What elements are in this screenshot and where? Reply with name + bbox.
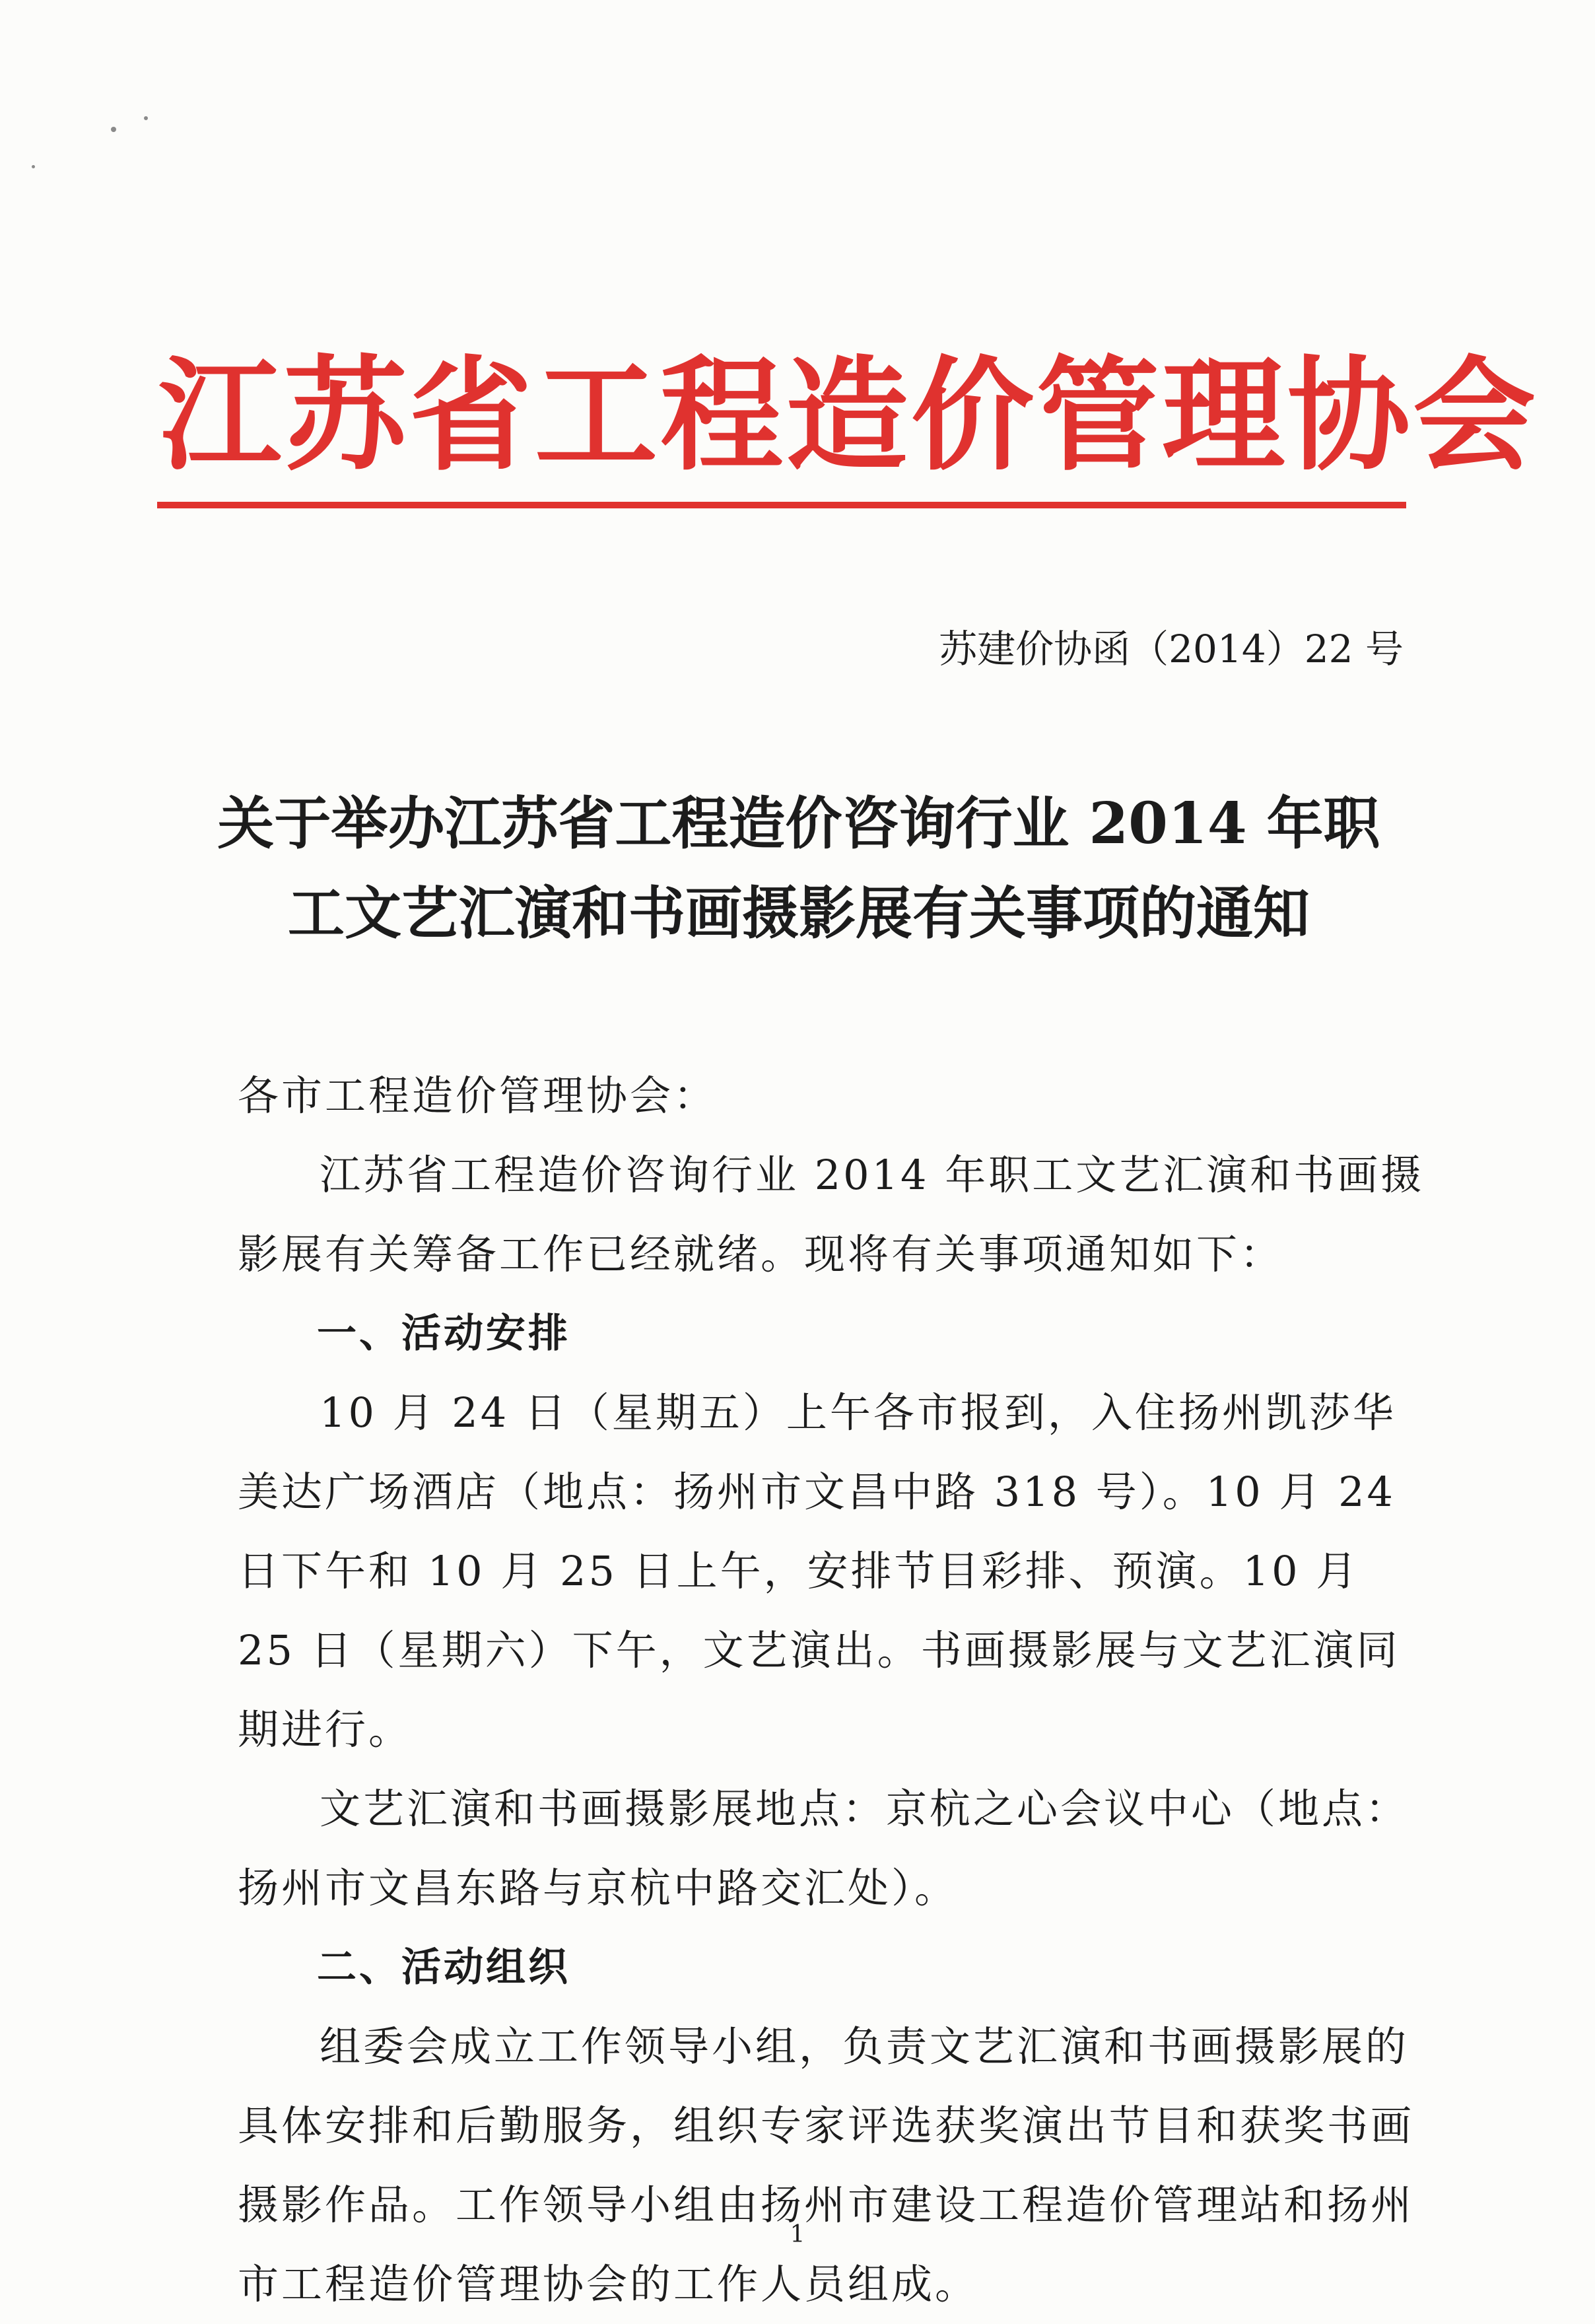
intro-paragraph: 江苏省工程造价咨询行业 2014 年职工文艺汇演和书画摄影展有关筹备工作已经就绪。现将有关事项通知如下： (238, 1151, 1425, 1278)
scan-speck (111, 127, 116, 132)
section-1-paragraph-1: 10 月 24 日（星期五）上午各市报到，入住扬州凯莎华美达广场酒店（地点：扬州市文昌中路 318 号）。10 月 24 日下午和 10 月 25 日上午，安排节目彩排、预演。10 月 25 日（星期六）下午，文艺演出。书画摄影展与文艺汇演同期进行。 (238, 1388, 1400, 1754)
organization-header: 江苏省工程造价管理协会 (158, 344, 1539, 487)
document-number: 苏建价协函（2014）22 号 (939, 627, 1404, 671)
scan-speck (32, 165, 35, 168)
document-title (132, 779, 1466, 959)
section-heading-1: 一、活动安排 (317, 1311, 570, 1357)
salutation: 各市工程造价管理协会： (238, 1072, 718, 1120)
section-1-paragraph-2: 文艺汇演和书画摄影展地点：京杭之心会议中心（地点：扬州市文昌东路与京杭中路交汇处）。 (238, 1785, 1409, 1912)
section-heading-2: 二、活动组织 (317, 1944, 570, 1991)
page-number: 1 (790, 2221, 805, 2248)
section-2-paragraph-1: 组委会成立工作领导小组，负责文艺汇演和书画摄影展的具体安排和后勤服务，组织专家评选获奖演出节目和获奖书画摄影作品。工作领导小组由扬州市建设工程造价管理站和扬州市工程造价管理协会的工作人员组成。 (238, 2022, 1415, 2308)
title-line-2: 工文艺汇演和书画摄影展有关事项的通知 (288, 880, 1310, 947)
scan-speck (144, 116, 148, 120)
document-body (238, 1056, 1426, 2324)
title-line-1: 关于举办江苏省工程造价咨询行业 2014 年职 (217, 790, 1380, 857)
header-red-rule (157, 502, 1406, 508)
